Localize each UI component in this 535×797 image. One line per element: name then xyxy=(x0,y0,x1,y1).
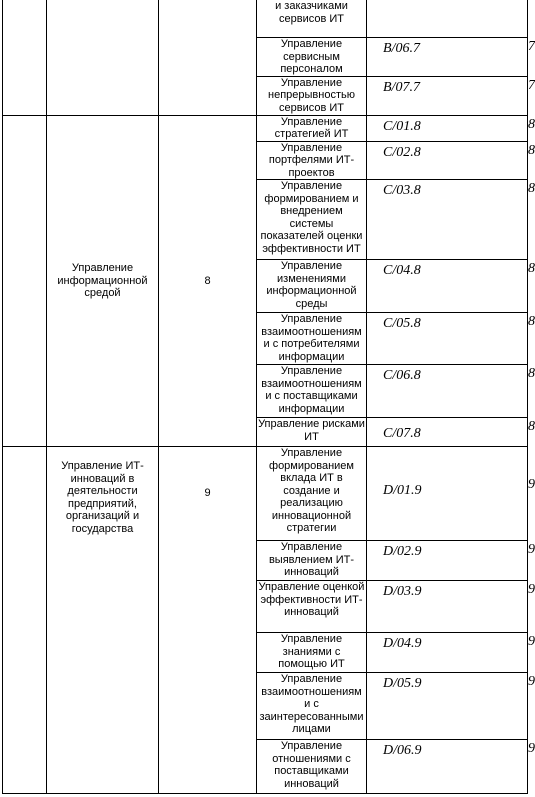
function-code-cell xyxy=(367,76,528,115)
function-code: D/03.9 xyxy=(383,584,422,599)
table-row: Управление оценкой эффективности ИТ-инноваций D/03.9 9 xyxy=(3,581,528,633)
group-level-cell: 9 xyxy=(159,447,257,794)
function-name-cell: Управление стратегией ИТ xyxy=(257,115,367,141)
table-row: Управление информационной средой 8 Управление стратегией ИТ C/01.8 8 xyxy=(3,115,528,141)
group-name-cell: Управление ИТ-инноваций в деятельности предприятий, организаций и государства xyxy=(47,447,159,794)
function-code-cell xyxy=(367,141,528,180)
functions-table xyxy=(2,0,535,794)
group-level-cell: 8 xyxy=(159,115,257,447)
function-name-cell: Управление непрерывностью сервисов ИТ xyxy=(257,76,367,115)
function-code: C/03.8 xyxy=(383,183,421,198)
table-row: Управление портфелями ИТ-проектов C/02.8 8 xyxy=(3,141,528,180)
table-row: Управление отношениями с поставщиками инноваций D/06.9 9 xyxy=(3,740,528,794)
function-code-cell xyxy=(367,365,528,418)
function-name-cell: Управление портфелями ИТ-проектов xyxy=(257,141,367,180)
table-row: Управление непрерывностью сервисов ИТ B/07.7 7 xyxy=(3,76,528,115)
function-name-cell: Управление взаимоотношениям и с заинтересованными лицами xyxy=(257,673,367,740)
function-code-cell xyxy=(367,673,528,740)
group-level-cell xyxy=(159,0,257,115)
table-row: Управление формированием и внедрением системы показателей оценки эффективности ИТ C/03.8 8 xyxy=(3,180,528,260)
table-row: Управление сервисным персоналом B/06.7 7 xyxy=(3,38,528,77)
group-name-cell xyxy=(47,0,159,115)
function-code: D/06.9 xyxy=(383,743,422,758)
group-empty-cell xyxy=(3,115,47,447)
table-row xyxy=(3,0,528,38)
function-name-cell: Управление взаимоотношениям и с поставщиками информации xyxy=(257,365,367,418)
function-code: B/06.7 xyxy=(383,41,420,56)
function-code-cell xyxy=(367,581,528,633)
function-name-cell: Управление рисками ИТ xyxy=(257,418,367,447)
group-empty-cell xyxy=(3,447,47,794)
function-code-cell xyxy=(367,115,528,141)
function-code-cell xyxy=(367,633,528,673)
function-name-cell: Управление знаниями с помощью ИТ xyxy=(257,633,367,673)
function-code: C/06.8 xyxy=(383,368,421,383)
function-code: B/07.7 xyxy=(383,79,420,95)
function-code-cell xyxy=(367,313,528,365)
function-name-cell: Управление оценкой эффективности ИТ-инноваций xyxy=(257,581,367,633)
function-code: C/05.8 xyxy=(383,316,421,331)
function-code: C/01.8 xyxy=(383,118,421,134)
function-name-cell: Управление сервисным персоналом xyxy=(257,38,367,77)
function-code: C/04.8 xyxy=(383,263,421,278)
table-row: Управление взаимоотношениям и с потребителями информации C/05.8 8 xyxy=(3,313,528,365)
function-code-cell xyxy=(367,260,528,313)
table-row: Управление взаимоотношениям и с заинтересованными лицами D/05.9 9 xyxy=(3,673,528,740)
function-code-cell xyxy=(367,38,528,77)
function-code: C/02.8 xyxy=(383,144,421,160)
function-code-cell xyxy=(367,418,528,447)
function-code-cell xyxy=(367,180,528,260)
function-code-cell xyxy=(367,447,528,541)
function-name-cell: Управление отношениями с поставщиками инноваций xyxy=(257,740,367,794)
function-name-cell: Управление формированием вклада ИТ в создание и реализацию инновационной стратегии xyxy=(257,447,367,541)
group-empty-cell xyxy=(3,0,47,115)
function-code-cell xyxy=(367,740,528,794)
function-name-cell: и заказчиками сервисов ИТ xyxy=(257,0,367,38)
function-code: D/01.9 xyxy=(383,483,422,498)
group-name-cell: Управление информационной средой xyxy=(47,115,159,447)
function-name-cell: Управление формированием и внедрением системы показателей оценки эффективности ИТ xyxy=(257,180,367,260)
table-row: Управление ИТ-инноваций в деятельности предприятий, организаций и государства 9 Управление формированием вклада ИТ в создание и реализацию инновационной стратегии D/01.9 9 xyxy=(3,447,528,541)
function-code: D/05.9 xyxy=(383,676,422,691)
function-name-cell: Управление выявлением ИТ-инноваций xyxy=(257,541,367,581)
table-row: Управление взаимоотношениям и с поставщиками информации C/06.8 8 xyxy=(3,365,528,418)
function-code: D/02.9 xyxy=(383,544,422,559)
function-code-cell xyxy=(367,0,528,38)
function-code: D/04.9 xyxy=(383,636,422,651)
table-row: Управление выявлением ИТ-инноваций D/02.9 9 xyxy=(3,541,528,581)
function-code-cell xyxy=(367,541,528,581)
function-name-cell: Управление взаимоотношениям и с потребителями информации xyxy=(257,313,367,365)
function-code: C/07.8 xyxy=(383,426,421,441)
function-code xyxy=(367,0,527,3)
table-row: Управление рисками ИТ C/07.8 8 xyxy=(3,418,528,447)
table-row: Управление изменениями информационной среды C/04.8 8 xyxy=(3,260,528,313)
table-row: Управление знаниями с помощью ИТ D/04.9 9 xyxy=(3,633,528,673)
function-name-cell: Управление изменениями информационной среды xyxy=(257,260,367,313)
